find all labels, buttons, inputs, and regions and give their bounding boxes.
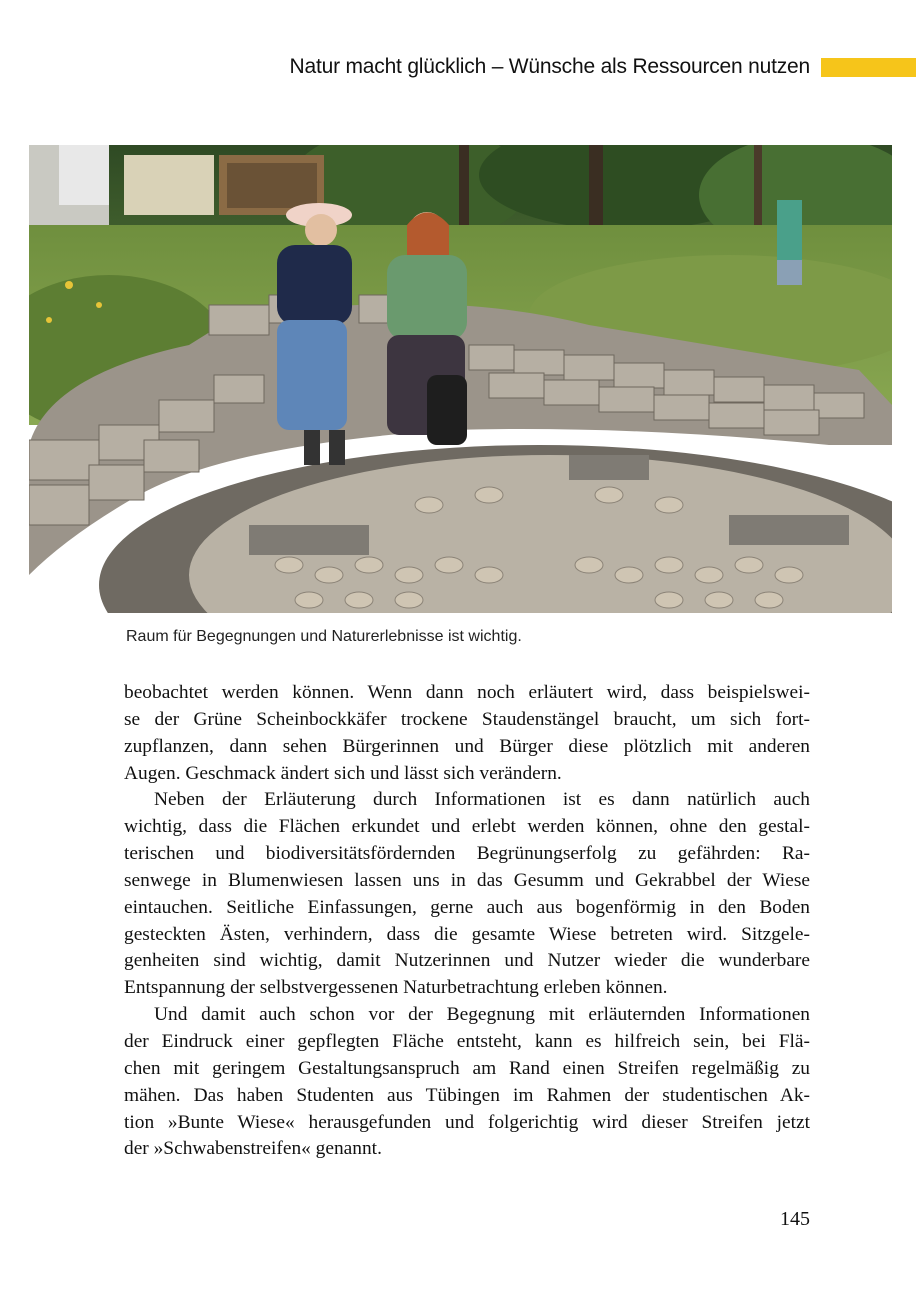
text-line: genheiten sind wichtig, damit Nutzerinnen und Nutzer wieder die wunderbare [124, 950, 810, 972]
text-line: chen mit geringem Gestaltungsanspruch am Rand einen Streifen regelmäßig zu [124, 1057, 810, 1079]
text-line: mähen. Das haben Studenten aus Tübingen im Rahmen der studentischen Ak- [124, 1084, 810, 1106]
text-line: Entspannung der selbstvergessenen Naturbetrachtung erleben können. [124, 977, 668, 999]
text-line: terischen und biodiversitätsfördernden Begrünungserfolg zu gefährden: Ra- [124, 843, 810, 865]
text-line: Und damit auch schon vor der Begegnung mit erläuternden Informationen [154, 1004, 810, 1026]
text-line: senwege in Blumenwiesen lassen uns in das Gesumm und Gekrabbel der Wiese [124, 869, 810, 891]
paragraph-1 [124, 680, 810, 787]
text-line: der »Schwabenstreifen« genannt. [124, 1138, 382, 1160]
body-text [124, 680, 810, 1163]
text-line: Augen. Geschmack ändert sich und lässt sich verändern. [124, 762, 562, 784]
header-accent-bar [821, 58, 916, 77]
text-line: der Eindruck einer gepflegten Fläche entsteht, kann es hilfreich sein, bei Flä- [124, 1030, 810, 1052]
text-line: se der Grüne Scheinbockkäfer trockene Staudenstängel braucht, um sich fort- [124, 708, 810, 730]
running-header-title: Natur macht glücklich – Wünsche als Ressourcen nutzen [289, 55, 810, 78]
text-line: beobachtet werden können. Wenn dann noch erläutert wird, dass beispielswei- [124, 682, 810, 703]
figure-caption: Raum für Begegnungen und Naturerlebnisse ist wichtig. [126, 628, 522, 645]
text-line: eintauchen. Seitliche Einfassungen, gerne auch aus bogenförmig in den Boden [124, 896, 810, 918]
page-number: 145 [780, 1208, 810, 1230]
photo-stone-seating-circle [29, 145, 892, 613]
text-line: zupflanzen, dann sehen Bürgerinnen und Bürger diese plötzlich mit anderen [124, 735, 810, 757]
paragraph-2 [124, 787, 810, 1002]
text-line: gesteckten Ästen, verhindern, dass die gesamte Wiese betreten wird. Sitzgele- [124, 923, 810, 945]
text-line: wichtig, dass die Flächen erkundet und erlebt werden können, ohne den gestal- [124, 816, 810, 838]
text-line: Neben der Erläuterung durch Informationen ist es dann natürlich auch [154, 789, 810, 811]
paragraph-3 [124, 1002, 810, 1163]
text-line: tion »Bunte Wiese« herausgefunden und folgerichtig wird dieser Streifen jetzt [124, 1111, 810, 1133]
